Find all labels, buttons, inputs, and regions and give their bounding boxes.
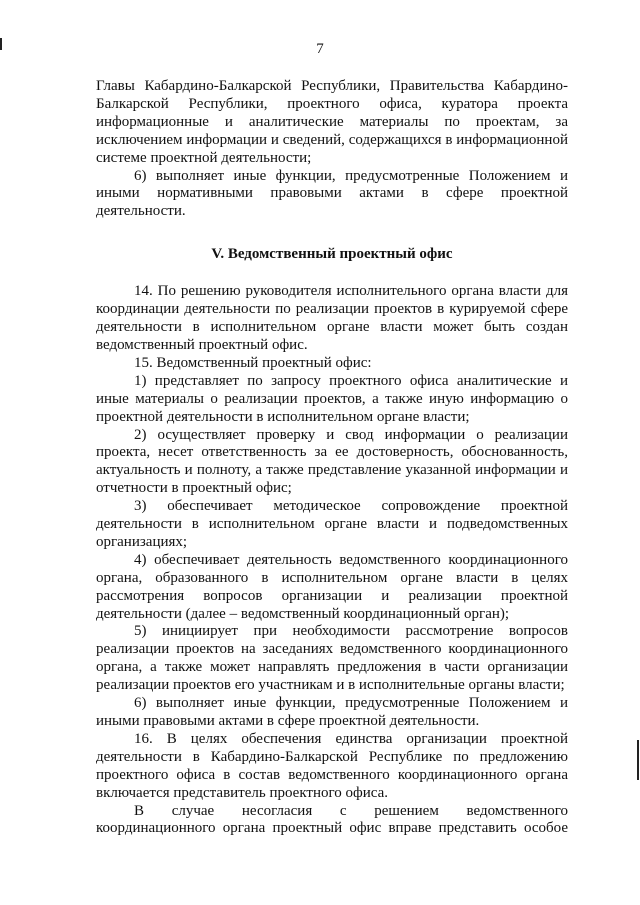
document-body xyxy=(96,78,568,838)
paragraph-14: 14. По решению руководителя исполнительного органа власти для координации деятельности по реализации проектов в курируемой сфере деятельности в исполнительном органе власти может быть создан ведомственный проектный офис. xyxy=(96,283,568,353)
intro-item-6: 6) выполняет иные функции, предусмотренные Положением и иными нормативными правовыми актами в сфере проектной деятельности. xyxy=(96,167,568,220)
paragraph-disagreement: В случае несогласия с решением ведомственного координационного органа проектный офис вправе представить особое xyxy=(96,802,568,837)
right-margin-mark xyxy=(637,740,639,780)
paragraph-16: 16. В целях обеспечения единства организации проектной деятельности в Кабардино-Балкарской Республике по предложению проектного офиса в состав ведомственного координационного органа включается представитель проектного офиса. xyxy=(96,730,568,801)
item-6: 6) выполняет иные функции, предусмотренные Положением и иными правовыми актами в сфере проектной деятельности. xyxy=(96,695,568,729)
item-5: 5) инициирует при необходимости рассмотрение вопросов реализации проектов на заседаниях ведомственного координационного органа, а также может направлять предложения в части организации реализации проектов его участникам и в исполнительные органы власти; xyxy=(96,623,568,694)
section-title: V. Ведомственный проектный офис xyxy=(211,246,453,263)
item-2: 2) осуществляет проверку и свод информации о реализации проекта, несет ответственность за ее достоверность, обоснованность, актуальность и полноту, а также представление указанной информации и отчетности в проектный офис; xyxy=(96,426,568,497)
item-4: 4) обеспечивает деятельность ведомственного координационного органа, образованного в исполнительном органе власти в целях рассмотрения вопросов организации и реализации проектной деятельности (далее – ведомственный координационный орган); xyxy=(96,551,568,622)
item-1: 1) представляет по запросу проектного офиса аналитические и иные материалы о реализации проектов, а также иную информацию о проектной деятельности в исполнительном органе власти; xyxy=(96,372,568,425)
paragraph-15: 15. Ведомственный проектный офис: xyxy=(134,354,372,371)
left-margin-mark xyxy=(0,38,2,50)
intro-continuation: Главы Кабардино-Балкарской Республики, Правительства Кабардино-Балкарской Республики, проектного офиса, куратора проекта информационные и аналитические материалы по проектам, за исключением информации и сведений, содержащихся в информационной системе проектной деятельности; xyxy=(96,78,568,166)
item-3: 3) обеспечивает методическое сопровождение проектной деятельности в исполнительном органе власти и подведомственных организациях; xyxy=(96,498,568,550)
page-number: 7 xyxy=(316,41,324,57)
